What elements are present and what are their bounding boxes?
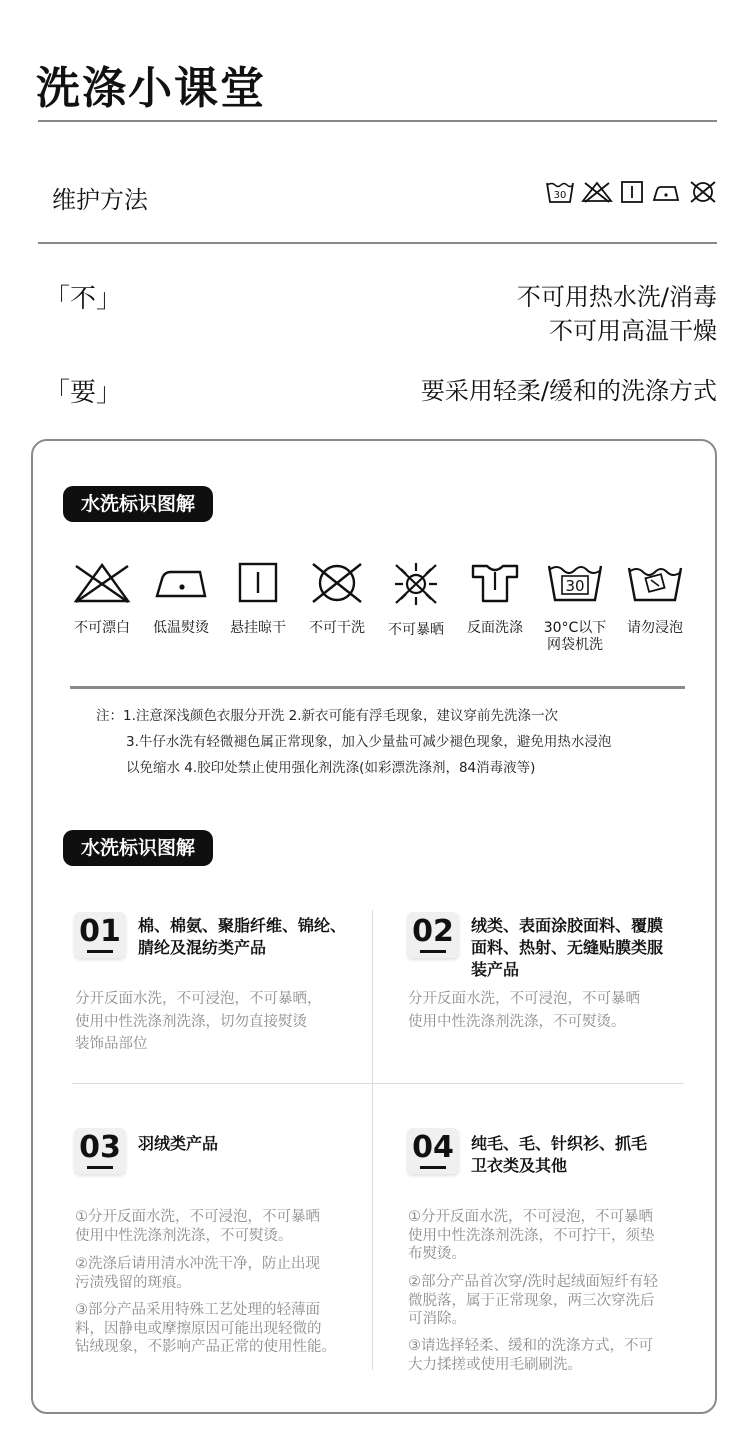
- symbol-no-soak: [617, 560, 693, 637]
- category-desc-line: ②部分产品首次穿/洗时起绒面短纤有轻: [408, 1274, 658, 1290]
- category-description: [75, 1208, 320, 1245]
- no-bleach-icon: [581, 180, 613, 204]
- category-title: [138, 1133, 218, 1155]
- category-desc-line: 装饰品部位: [75, 1036, 148, 1052]
- symbol-no-bleach: [64, 560, 140, 637]
- category-title-line: 羽绒类产品: [138, 1134, 219, 1153]
- do-rule: 要采用轻柔/缓和的洗涤方式: [420, 377, 717, 405]
- symbol-label: 低温熨烫: [153, 620, 209, 636]
- category-desc-line: 大力揉搓或使用毛刷刷洗。: [408, 1356, 582, 1373]
- category-desc-line: 钻绒现象，不影响产品正常的使用性能。: [75, 1339, 336, 1355]
- symbol-label: 30°C以下 网袋机洗: [543, 620, 607, 653]
- badge-underline: [87, 950, 113, 953]
- grid-vertical-divider: [372, 910, 373, 1370]
- category-title-line: 纯毛、毛、针织衫、抓毛: [471, 1134, 648, 1153]
- category-desc-line: 使用中性洗涤剂洗涤，不可熨烫。: [408, 1013, 626, 1030]
- no-dry-clean-icon: [688, 180, 718, 204]
- note-line: 注：1.注意深浅颜色衣服分开洗 2.新衣可能有浮毛现象，建议穿前先洗涤一次: [96, 708, 559, 724]
- inside-out-icon: [465, 560, 525, 606]
- category-title-line: 卫衣类及其他: [471, 1156, 568, 1175]
- title-divider: [38, 120, 717, 122]
- category-desc-line: ③部分产品采用特殊工艺处理的轻薄面: [75, 1302, 320, 1318]
- note-line: 3.牛仔水洗有轻微褪色属正常现象，加入少量盐可减少褪色现象，避免用热水浸泡: [126, 734, 612, 750]
- grid-horizontal-divider: [72, 1083, 684, 1084]
- category-desc-line: 微脱落，属于正常现象，两三次穿洗后: [408, 1292, 655, 1309]
- symbol-no-sun: [378, 560, 454, 639]
- symbol-label: 不可干洗: [309, 620, 365, 636]
- category-desc-line: ②洗涤后请用清水冲洗干净，防止出现: [75, 1256, 320, 1272]
- category-number-badge: 02: [407, 912, 459, 958]
- category-title-line: 绒类、表面涂胶面料、覆膜: [471, 916, 664, 935]
- no-sun-icon: [386, 560, 446, 608]
- category-description: [408, 1337, 653, 1374]
- category-title: [471, 1133, 647, 1177]
- category-description: [408, 1208, 655, 1264]
- symbol-label: 悬挂晾干: [230, 620, 286, 636]
- care-icon-row: [546, 180, 718, 204]
- symbols-divider: [70, 686, 685, 689]
- symbol-label: 不可漂白: [74, 620, 130, 636]
- symbol-label: 反面洗涤: [467, 620, 523, 636]
- dont-label: 「不」: [44, 284, 123, 314]
- symbol-low-iron: [143, 560, 219, 637]
- low-iron-icon: [651, 180, 681, 204]
- category-desc-line: ①分开反面水洗，不可浸泡，不可暴晒: [408, 1209, 653, 1225]
- category-description: [75, 1301, 336, 1357]
- category-desc-line: 可消除。: [408, 1311, 466, 1327]
- badge-underline: [420, 950, 446, 953]
- category-title: [138, 915, 346, 959]
- category-number-badge: 04: [407, 1128, 459, 1174]
- category-desc-line: 料，因静电或摩擦原因可能出现轻微的: [75, 1320, 322, 1337]
- category-number-badge: 01: [74, 912, 126, 958]
- category-title-line: 装产品: [471, 960, 520, 979]
- category-description: [75, 1255, 320, 1292]
- symbol-label: 请勿浸泡: [627, 620, 683, 636]
- symbol-wash-30: [537, 560, 613, 654]
- category-title-line: 面料、热射、无缝贴膜类服: [471, 938, 664, 957]
- badge-underline: [420, 1166, 446, 1169]
- category-title-line: 棉、棉氨、聚脂纤维、锦纶、: [138, 916, 347, 935]
- low-iron-icon: [151, 560, 211, 606]
- category-description: [408, 988, 640, 1033]
- page-title: 洗涤小课堂: [36, 63, 266, 114]
- category-desc-line: 使用中性洗涤剂洗涤，不可拧干，须垫: [408, 1227, 655, 1244]
- category-desc-line: 分开反面水洗，不可浸泡，不可暴晒: [408, 991, 640, 1007]
- do-label: 「要」: [44, 378, 123, 408]
- category-title-line: 腈纶及混纺类产品: [138, 938, 267, 957]
- no-soak-icon: [625, 560, 685, 606]
- category-desc-line: ①分开反面水洗，不可浸泡，不可暴晒: [75, 1209, 320, 1225]
- category-desc-line: 使用中性洗涤剂洗涤，切勿直接熨烫: [75, 1013, 307, 1030]
- section-title-categories: 水洗标识图解: [63, 830, 213, 866]
- category-description: [408, 1273, 658, 1329]
- category-desc-line: 使用中性洗涤剂洗涤，不可熨烫。: [75, 1227, 293, 1244]
- dont-rules: [517, 280, 717, 348]
- category-desc-line: 污渍残留的斑痕。: [75, 1274, 191, 1291]
- category-desc-line: 分开反面水洗，不可浸泡，不可暴晒，: [75, 991, 322, 1007]
- category-title: [471, 915, 663, 981]
- symbol-no-dry-clean: [299, 560, 375, 637]
- care-divider: [38, 242, 717, 244]
- badge-underline: [87, 1166, 113, 1169]
- wash-temp-text: 30: [553, 190, 567, 201]
- section-title-symbols: 水洗标识图解: [63, 486, 213, 522]
- category-desc-line: ③请选择轻柔、缓和的洗涤方式，不可: [408, 1338, 653, 1354]
- wash-30-icon: [546, 180, 574, 204]
- category-desc-line: 布熨烫。: [408, 1246, 466, 1262]
- no-bleach-icon: [72, 560, 132, 606]
- care-method-label: 维护方法: [52, 186, 148, 214]
- category-number-badge: 03: [74, 1128, 126, 1174]
- category-description: [75, 988, 322, 1056]
- line-dry-icon: [620, 180, 644, 204]
- note-line: 以免缩水 4.胶印处禁止使用强化剂洗涤(如彩漂洗涤剂，84消毒液等): [126, 760, 536, 776]
- dont-rule-line: 不可用热水洗/消毒: [516, 283, 717, 311]
- line-dry-icon: [228, 560, 288, 606]
- no-dry-clean-icon: [307, 560, 367, 606]
- dont-rule-line: 不可用高温干燥: [549, 317, 717, 345]
- symbol-inside-out: [457, 560, 533, 637]
- symbol-line-dry: [220, 560, 296, 637]
- symbol-label: 不可暴晒: [388, 622, 444, 638]
- wash-30-icon: [545, 560, 605, 606]
- wash-temp-text: 30: [565, 577, 585, 595]
